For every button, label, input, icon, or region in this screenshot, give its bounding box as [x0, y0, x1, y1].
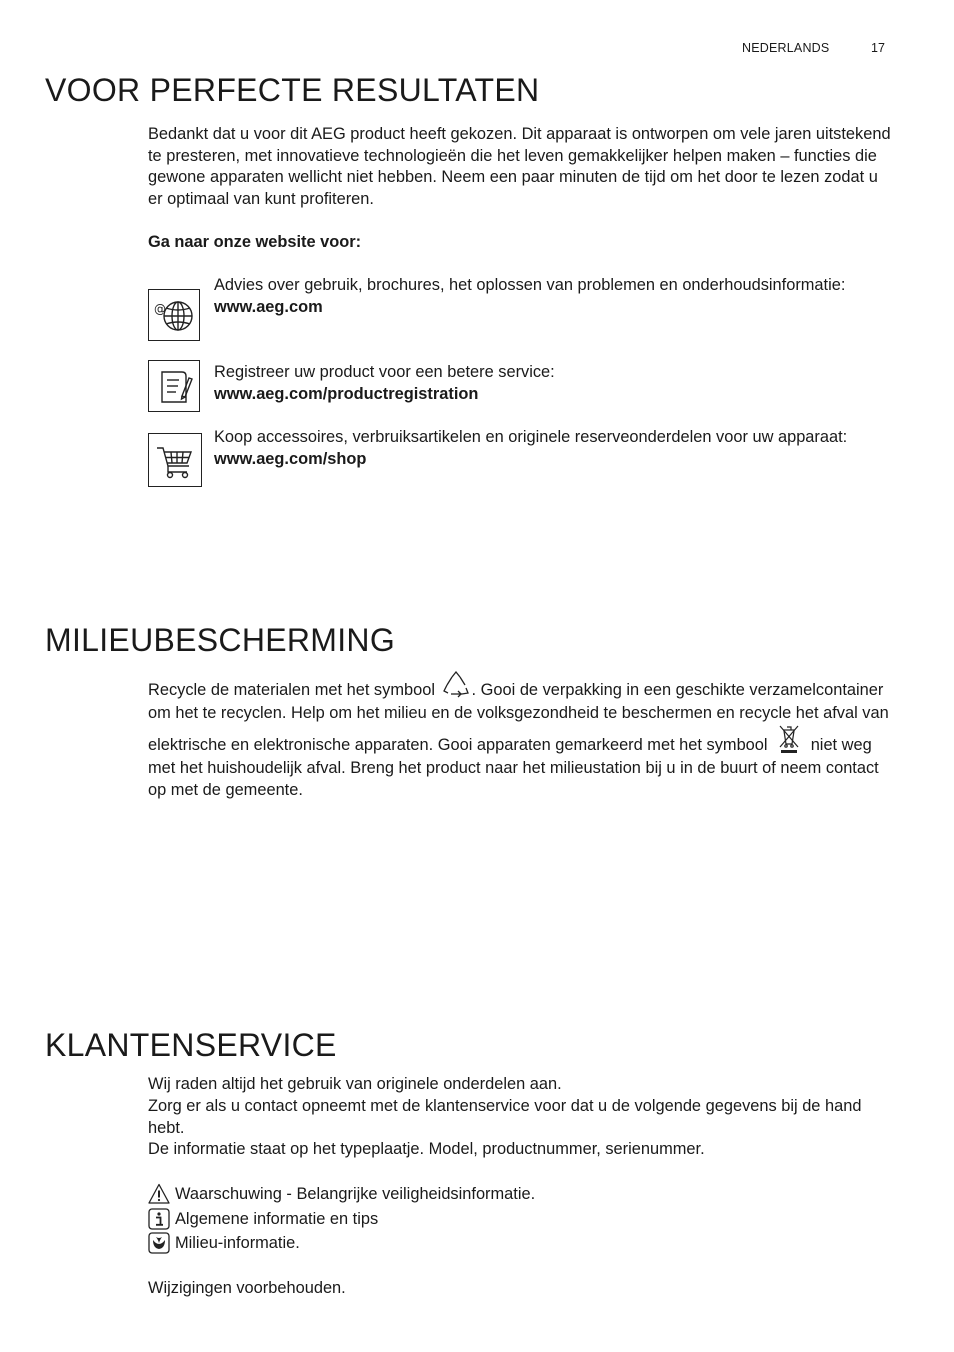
url-aeg-shop[interactable]: www.aeg.com/shop — [214, 449, 367, 468]
customer-service-line2: Zorg er als u contact opneemt met de klantenservice voor dat u de volgende gegevens bij de hand hebt. — [148, 1097, 862, 1137]
customer-service-line1: Wij raden altijd het gebruik van originele onderdelen aan. — [148, 1075, 562, 1093]
section-title-environment: MILIEUBESCHERMING — [45, 622, 396, 658]
legend-info — [148, 1208, 378, 1230]
svg-text:@: @ — [154, 302, 166, 316]
customer-service-line3: De informatie staat op het typeplaatje. Model, productnummer, serienummer. — [148, 1140, 705, 1158]
page-number: 17 — [871, 41, 885, 55]
url-aeg[interactable]: www.aeg.com — [214, 297, 323, 316]
info-icon — [148, 1208, 170, 1230]
website-heading: Ga naar onze website voor: — [148, 233, 362, 251]
intro-paragraph: Bedankt dat u voor dit AEG product heeft gekozen. Dit apparaat is ontworpen om vele jaren uitstekend te presteren, met innovatieve technologieën die het leven gemakkelijker helpen maken – functies die gewone apparaten wellicht niet hebben. Neem een paar minuten de tijd om het door te lezen zodat u er optimaal van kunt profiteren. — [148, 125, 891, 208]
header-language: NEDERLANDS — [742, 41, 830, 55]
environment-leaf-icon — [148, 1232, 170, 1254]
legend-environment-text: Milieu-informatie. — [175, 1234, 300, 1252]
legend-warning-text: Waarschuwing - Belangrijke veiligheidsinformatie. — [175, 1185, 536, 1203]
footer-note: Wijzigingen voorbehouden. — [148, 1279, 346, 1297]
shopping-cart-icon — [148, 433, 202, 487]
environment-paragraph — [148, 671, 893, 802]
legend-warning — [148, 1183, 535, 1205]
environment-text-part3: niet weg met het huishoudelijk afval. Breng het product naar het milieustation bij u in de buurt of neem contact op met de gemeente. — [148, 736, 879, 799]
legend-info-text: Algemene informatie en tips — [175, 1210, 379, 1228]
website-item-shop-text: Koop accessoires, verbruiksartikelen en originele reserveonderdelen voor uw apparaat: — [214, 428, 848, 446]
section-title-customer-service: KLANTENSERVICE — [45, 1027, 337, 1063]
website-item-registration-text: Registreer uw product voor een betere service: — [214, 363, 555, 381]
website-item-shop — [214, 427, 874, 470]
warning-triangle-icon — [148, 1183, 170, 1205]
website-item-advice — [214, 275, 874, 318]
environment-text-part1: Recycle de materialen met het symbool — [148, 681, 435, 699]
website-item-advice-text: Advies over gebruik, brochures, het oplossen van problemen en onderhoudsinformatie: — [214, 276, 846, 294]
globe-at-icon — [148, 289, 200, 341]
environment-text-part2: . Gooi de verpakking in een geschikte verzamelcontainer om het te recyclen. Help om het milieu en de volksgezondheid te beschermen en recycle het afval van elektrische en elektronische apparaten. Gooi apparaten gemarkeerd met het symbool — [148, 681, 889, 754]
section-title-perfect-results: VOOR PERFECTE RESULTATEN — [45, 72, 540, 108]
website-item-registration — [214, 362, 874, 405]
registration-notepad-icon — [148, 360, 200, 412]
recycle-icon — [442, 671, 470, 699]
crossed-bin-icon — [774, 724, 804, 756]
url-product-registration[interactable]: www.aeg.com/productregistration — [214, 384, 479, 403]
legend-environment — [148, 1232, 300, 1254]
